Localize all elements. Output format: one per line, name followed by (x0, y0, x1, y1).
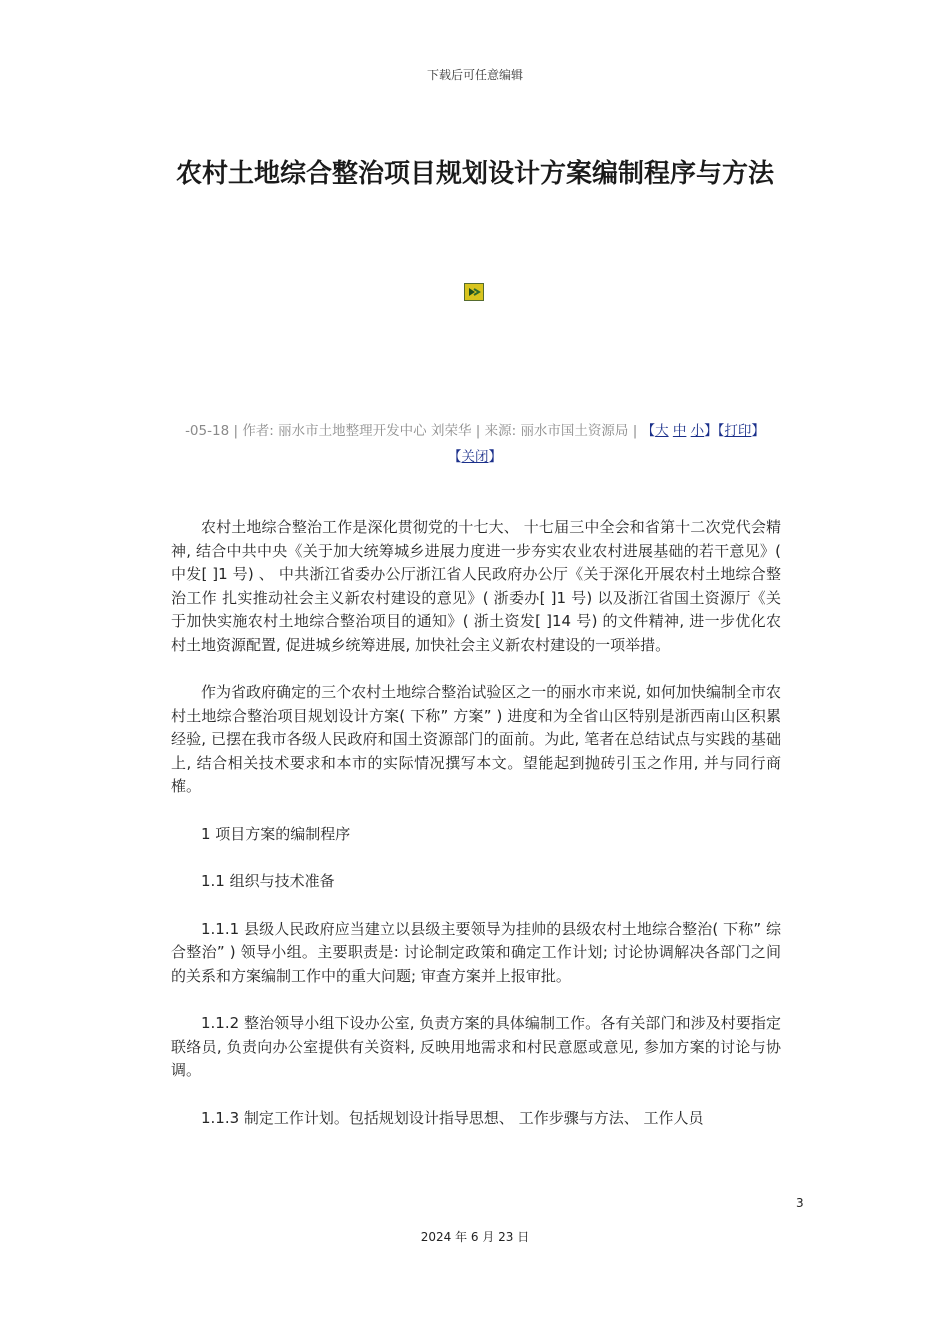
source-label: 来源: (484, 423, 521, 439)
bracket-close: 】 (751, 423, 765, 439)
page-number: 3 (796, 1196, 804, 1210)
font-medium-link[interactable]: 中 (672, 423, 687, 439)
close-link[interactable]: 关闭 (461, 449, 489, 465)
meta-separator: | (471, 423, 485, 439)
body-paragraph: 作为省政府确定的三个农村土地综合整治试验区之一的丽水市来说, 如何加快编制全市农村土地综合整治项目规划设计方案( 下称” 方案” ) 进度和为全省山区特别是浙西南山区积累经验, 已摆在我市各级人民政府和国土资源部门的面前。为此, 笔者在总结试点与实践的基础上, 结合相关技术要求和本市的实际情况撰写本文。望能起到抛砖引玉之作用, 并与同行商榷。 (171, 683, 781, 795)
body-paragraph: 农村土地综合整治工作是深化贯彻党的十七大、 十七届三中全会和省第十二次党代会精神, 结合中共中央《关于加大统筹城乡进展力度进一步夯实农业农村进展基础的若干意见》( 中发[ ]1 号) 、 中共浙江省委办公厅浙江省人民政府办公厅《关于深化开展农村土地综合整治工作 扎实推动社会主义新农村建设的意见》( 浙委办[ ]1 号) 以及浙江省国土资源厅《关于加快实施农村土地综合整治项目的通知》( 浙土资发[ ]14 号) 的文件精神, 进一步优化农村土地资源配置, 促进城乡统筹进展, 加快社会主义新农村建设的一项举措。 (171, 518, 781, 654)
meta-separator: | (628, 423, 642, 439)
document-icon[interactable] (464, 283, 484, 301)
body-paragraph: 1.1.3 制定工作计划。包括规划设计指导思想、 工作步骤与方法、 工作人员 (201, 1108, 704, 1127)
print-link[interactable]: 打印 (724, 423, 752, 439)
bracket-open: 【 (448, 449, 462, 465)
footer-date: 2024 年 6 月 23 日 (420, 1230, 530, 1244)
bracket-close: 】 (488, 449, 502, 465)
bracket-close: 】 (704, 423, 718, 439)
bracket-open: 【 (641, 423, 656, 439)
source-name: 丽水市国土资源局 (520, 423, 629, 439)
font-small-link[interactable]: 小 (690, 423, 705, 439)
header-note: 下载后可任意编辑 (426, 68, 523, 82)
section-heading: 1.1 组织与技术准备 (201, 872, 335, 890)
article-body (171, 516, 781, 1154)
bracket-open: 【 (717, 423, 725, 439)
article-meta (150, 418, 800, 470)
section-heading: 1 项目方案的编制程序 (201, 824, 351, 843)
author-label: 作者: (242, 423, 279, 439)
body-paragraph: 1.1.1 县级人民政府应当建立以县级主要领导为挂帅的县级农村土地综合整治( 下称” 综合整治” ) 领导小组。主要职责是: 讨论制定政策和确定工作计划; 讨论协调解决各部门之间的关系和方案编制工作中的重大问题; 审查方案并上报审批。 (171, 919, 781, 985)
body-paragraph: 1.1.2 整治领导小组下设办公室, 负责方案的具体编制工作。各有关部门和涉及村要指定联络员, 负责向办公室提供有关资料, 反映用地需求和村民意愿或意见, 参加方案的讨论与协调。 (171, 1014, 781, 1079)
page-title: 农村土地综合整治项目规划设计方案编制程序与方法 (175, 159, 774, 189)
publish-date: -05-18 (185, 423, 230, 439)
font-large-link[interactable]: 大 (655, 423, 669, 439)
green-arrow-doc-icon (465, 284, 483, 300)
meta-separator: | (229, 423, 243, 439)
author-name: 丽水市土地整理开发中心 刘荣华 (278, 423, 472, 439)
